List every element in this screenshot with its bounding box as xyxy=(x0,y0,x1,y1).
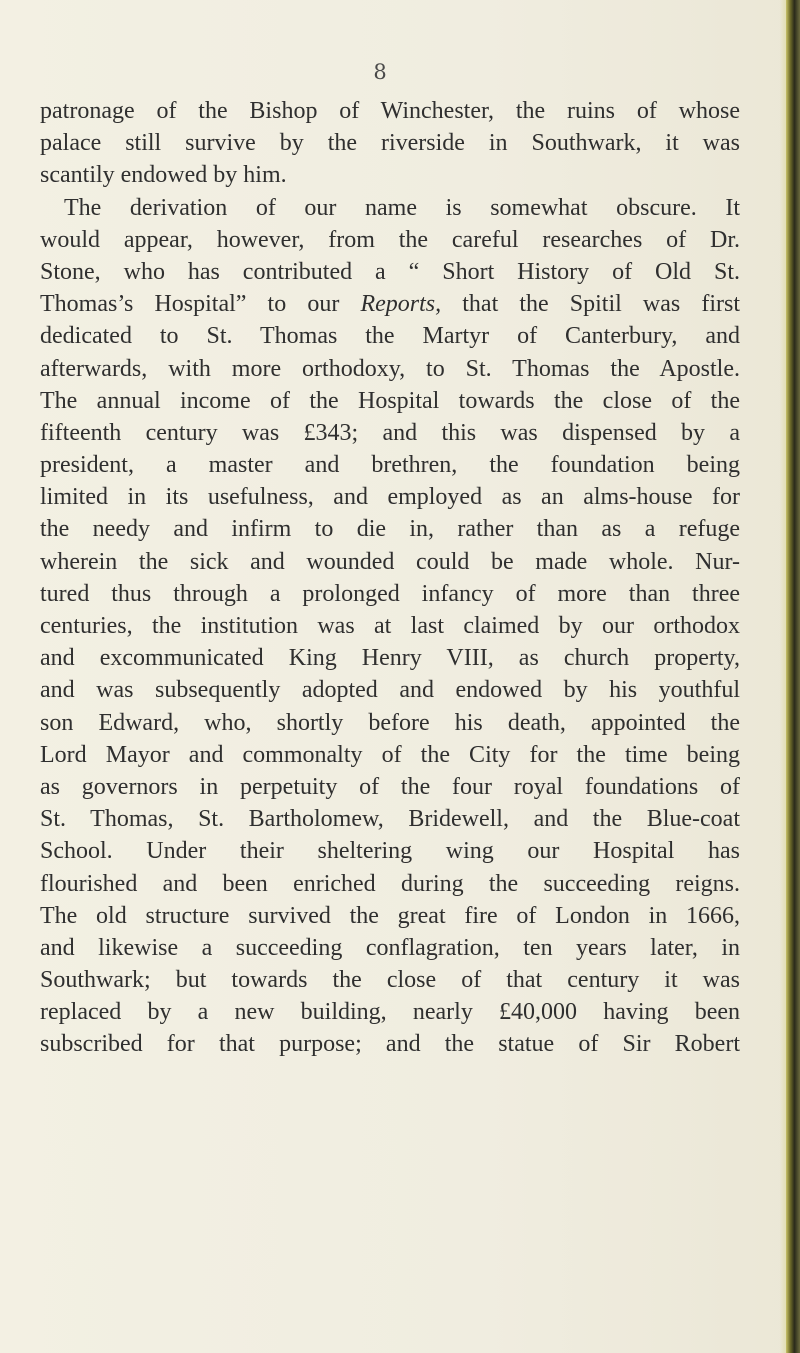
text-line: would appear, however, from the careful researches of Dr. xyxy=(40,226,740,253)
text-line: dedicated to St. Thomas the Martyr of Canterbury, and xyxy=(40,323,740,350)
text-line: and was subsequently adopted and endowed by his youthful xyxy=(40,677,740,704)
text-line xyxy=(40,288,740,320)
text-line: The annual income of the Hospital towards the close of the xyxy=(40,387,740,414)
text-line: patronage of the Bishop of Winchester, the ruins of whose xyxy=(40,98,740,124)
text-line: Lord Mayor and commonalty of the City for the time being xyxy=(40,741,740,768)
text-line: wherein the sick and wounded could be made whole. Nur- xyxy=(40,548,740,575)
text-line: subscribed for that purpose; and the statue of Sir Robert xyxy=(40,1031,740,1058)
book-edge xyxy=(786,0,800,1353)
text-line: St. Thomas, St. Bartholomew, Bridewell, and the Blue-coat xyxy=(40,806,740,833)
text-line: replaced by a new building, nearly £40,000 having been xyxy=(40,999,740,1026)
text-line: president, a master and brethren, the foundation being xyxy=(40,452,740,479)
text-line: centuries, the institution was at last claimed by our orthodox xyxy=(40,613,740,639)
text-line: fifteenth century was £343; and this was dispensed by a xyxy=(40,419,740,446)
text-line: the needy and infirm to die in, rather than as a refuge xyxy=(40,516,740,543)
text-line: palace still survive by the riverside in Southwark, it was xyxy=(40,130,740,157)
text-line: Stone, who has contributed a “ Short History of Old St. xyxy=(40,258,740,285)
italic-reports: Reports, xyxy=(360,291,442,318)
text-line: and excommunicated King Henry VIII, as church property, xyxy=(40,645,740,672)
text-line: Southwark; but towards the close of that century it was xyxy=(40,967,740,994)
text-line: and likewise a succeeding conflagration, ten years later, in xyxy=(40,934,740,961)
text-line: tured thus through a prolonged infancy of more than three xyxy=(40,580,740,607)
text-line: limited in its usefulness, and employed as an alms-house for xyxy=(40,484,740,511)
text-line: son Edward, who, shortly before his death, appointed the xyxy=(40,709,740,736)
text-line: The old structure survived the great fire of London in 1666, xyxy=(40,902,740,929)
body-text xyxy=(40,95,740,1061)
text-line: School. Under their sheltering wing our Hospital has xyxy=(40,838,740,865)
text-segment: Thomas’s Hospital” to our xyxy=(40,291,340,318)
text-line: afterwards, with more orthodoxy, to St. Thomas the Apostle. xyxy=(40,355,740,382)
text-line: flourished and been enriched during the succeeding reigns. xyxy=(40,870,740,897)
text-line: as governors in perpetuity of the four royal foundations of xyxy=(40,773,740,800)
text-segment: that the Spitil was first xyxy=(462,291,741,318)
page-number: 8 xyxy=(373,60,387,84)
text-line: The derivation of our name is somewhat obscure. It xyxy=(64,194,740,221)
text-line: scantily endowed by him. xyxy=(40,162,287,189)
